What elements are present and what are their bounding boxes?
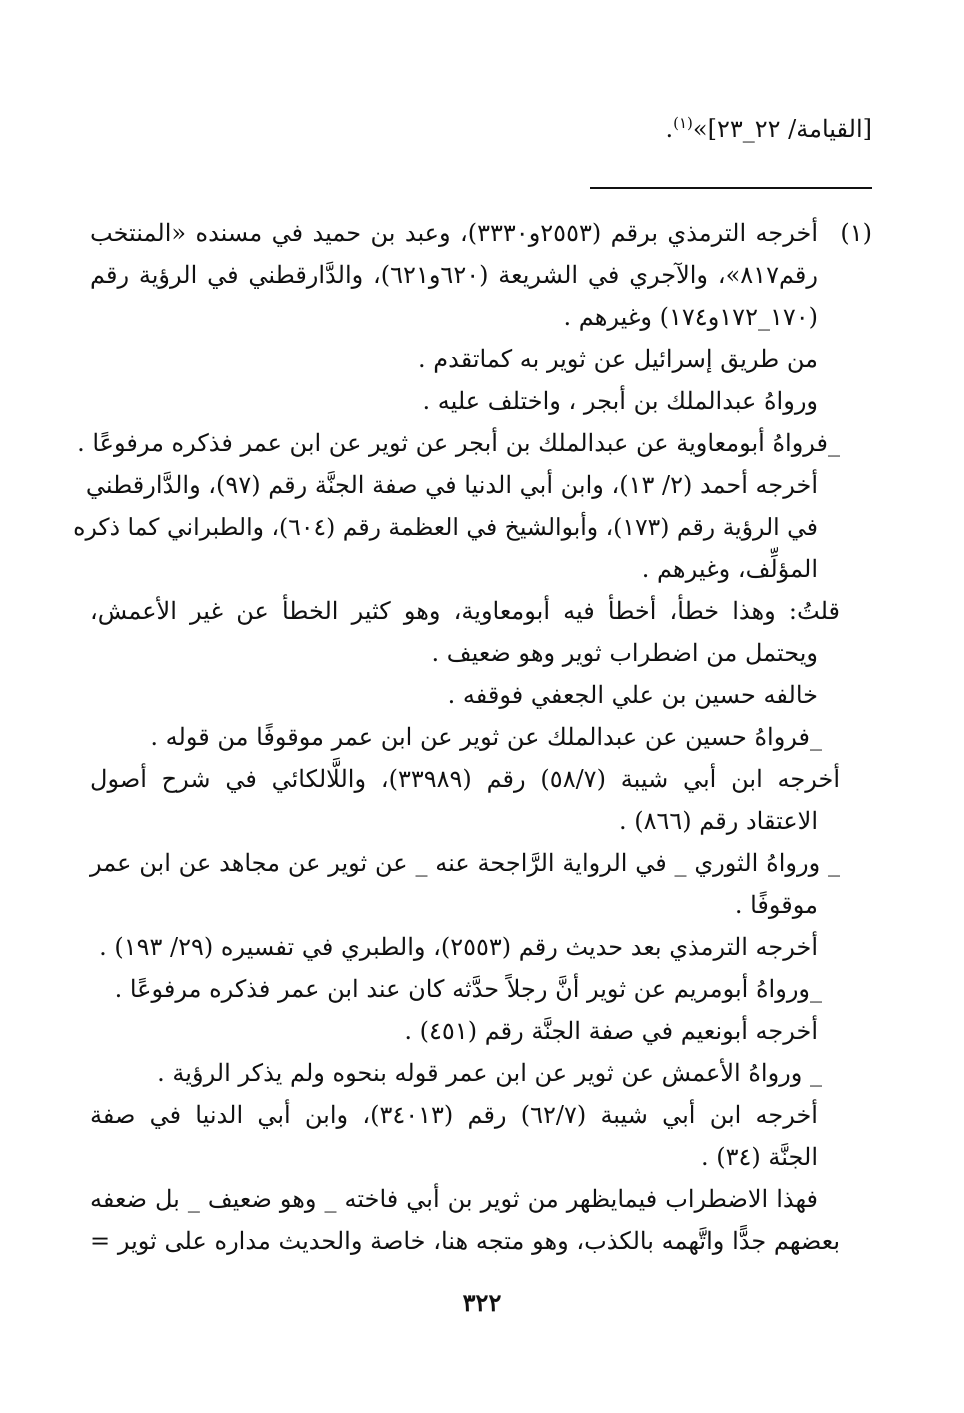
footnote-line-5: ورواهُ عبدالملك بن أبجر ، واختلف عليه . [422, 387, 818, 415]
footnote-line-14: أخرجه ابن أبي شيبة (٥٨/٧) رقم (٣٣٩٨٩)، واللَّالكائي في شرح أصول [90, 765, 841, 793]
footnote-line-8: في الرؤية رقم (١٧٣)، وأبوالشيخ في العظمة رقم (٦٠٤)، والطبراني كما ذكره [73, 513, 818, 541]
line-end-period: . [665, 115, 674, 143]
footnote-line-22: أخرجه ابن أبي شيبة (٦٢/٧) رقم (٣٤٠١٣)، وابن أبي الدنيا في صفة [90, 1101, 818, 1129]
footnote-number: (١) [840, 219, 872, 247]
footnote-marker: (١) [673, 114, 693, 132]
footnote-line-9: المؤلِّف، وغيرهم . [641, 555, 818, 583]
footnote-line-21: _ ورواهُ الأعمش عن ثوير عن ابن عمر قوله بنحوه ولم يذكر الرؤية . [157, 1059, 822, 1087]
footnote-line-20: أخرجه أبونعيم في صفة الجنَّة رقم (٤٥١) . [404, 1017, 818, 1045]
footnote-line-19: _ورواهُ أبومريم عن ثوير أنَّ رجلاً حدَّثه كان عند ابن عمر فذكره مرفوعًا . [114, 975, 822, 1003]
footnote-line-7: أخرجه أحمد (٢/ ١٣)، وابن أبي الدنيا في صفة الجنَّة رقم (٩٧)، والدَّارقطني [85, 471, 818, 499]
footnote-separator [590, 187, 872, 189]
footnote-line-24: فهذا الاضطراب فيمايظهر من ثوير بن أبي فاخته _ وهو ضعيف _ بل ضعفه [90, 1185, 818, 1213]
footnote-line-11: ويحتمل من اضطراب ثوير وهو ضعيف . [431, 639, 818, 667]
footnote-line-25: بعضهم جدًّا واتَّهمه بالكذب، وهو متجه هنا، خاصة والحديث مداره على ثوير = [90, 1227, 840, 1255]
verse-reference: [القيامة/ ٢٢_٢٣]» [692, 115, 872, 143]
footnote-line-12: خالفه حسين بن علي الجعفي فوقفه . [447, 681, 818, 709]
footnote-line-10: قلتُ: وهذا خطأ، أخطأ فيه أبومعاوية، وهو كثير الخطأ عن غير الأعمش، [90, 597, 840, 625]
page-number: ٣٢٢ [462, 1288, 502, 1317]
footnote-line-6: _فرواهُ أبومعاوية عن عبدالملك بن أبجر عن ثوير عن ابن عمر فذكره مرفوعًا . [77, 429, 840, 457]
footnote-line-15: الاعتقاد رقم (٨٦٦) . [618, 807, 818, 835]
footnote-line-23: الجنَّة (٣٤) . [701, 1143, 818, 1171]
footnote-line-4: من طريق إسرائيل عن ثوير به كماتقدم . [417, 345, 818, 373]
footnote-line-3: (١٧٠_١٧٢و١٧٤) وغيرهم . [563, 303, 818, 331]
verse-reference-line [665, 112, 872, 146]
footnote-line-16: _ ورواهُ الثوري _ في الرواية الرَّاجحة عنه _ عن ثوير عن مجاهد عن ابن عمر [90, 849, 840, 877]
footnote-line-13: _فرواهُ حسين عن عبدالملك عن ثوير عن ابن عمر موقوفًا من قوله . [150, 723, 822, 751]
footnote-line-2: رقم٨١٧»، والآجري في الشريعة (٦٢٠و٦٢١)، والدَّارقطني في الرؤية رقم [90, 261, 818, 289]
footnote-line-1: أخرجه الترمذي برقم (٢٥٥٣و٣٣٣٠)، وعبد بن حميد في مسنده «المنتخب [90, 219, 818, 247]
footnote-line-17: موقوفًا . [734, 891, 818, 919]
footnote-line-18: أخرجه الترمذي بعد حديث رقم (٢٥٥٣)، والطبري في تفسيره (٢٩/ ١٩٣) . [99, 933, 818, 961]
